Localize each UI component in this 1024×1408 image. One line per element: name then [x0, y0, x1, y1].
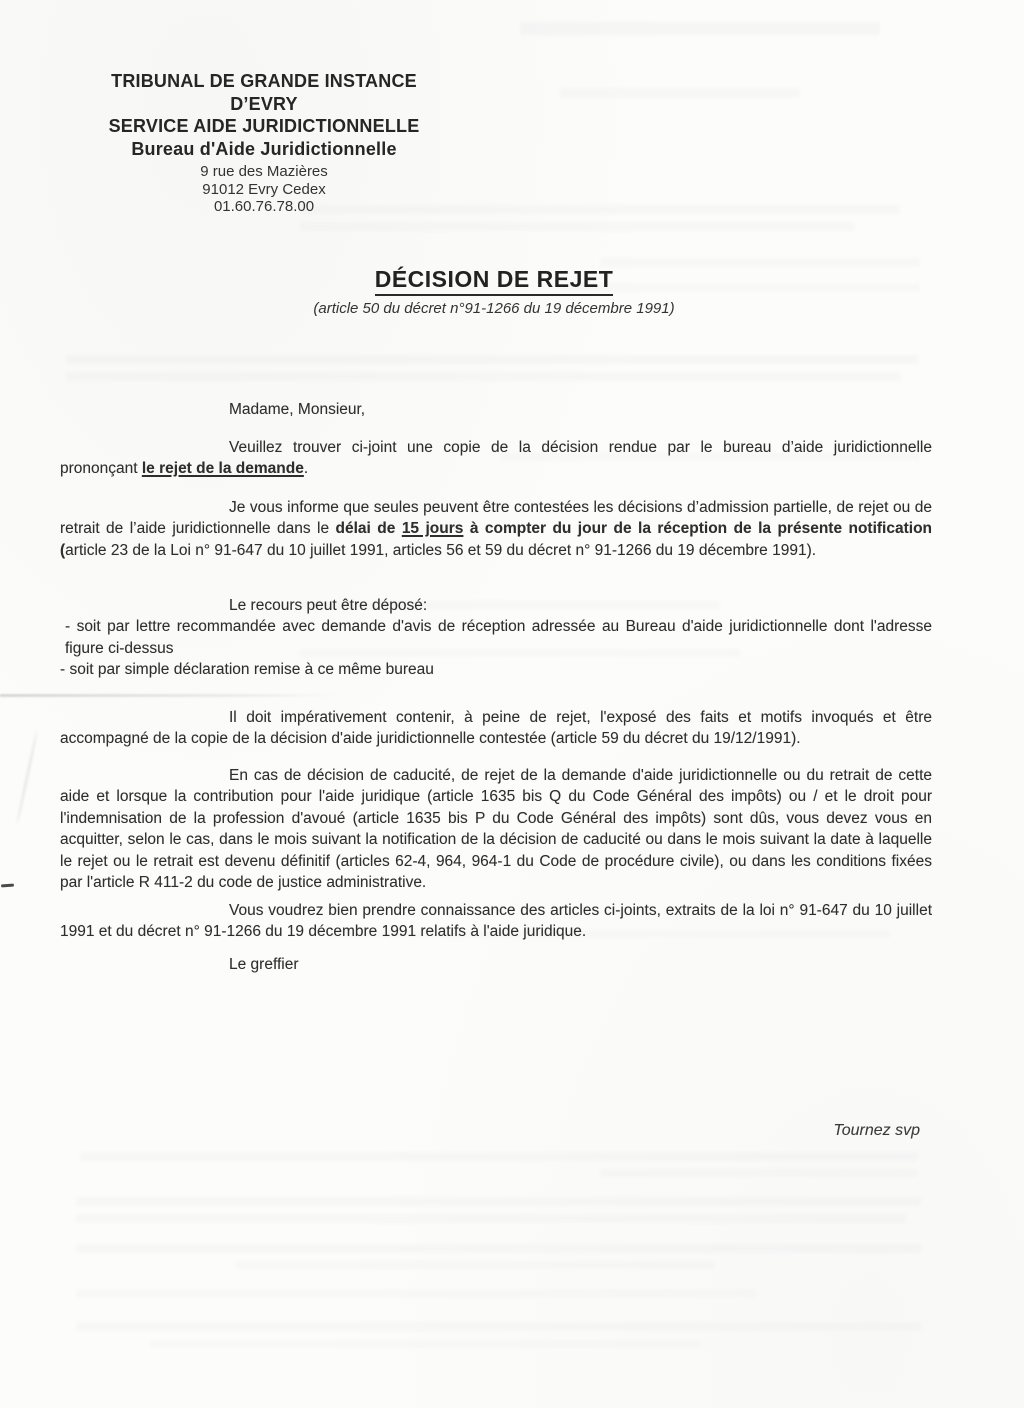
address-street: 9 rue des Mazières: [200, 163, 328, 180]
edge-mark-artifact: [1, 884, 14, 888]
scratch-artifact: [16, 731, 38, 824]
rejet-emphasis: le rejet de la demande: [141, 460, 304, 478]
turn-page-note: Tournez svp: [833, 1122, 920, 1139]
closing-signature: Le greffier: [229, 955, 299, 973]
court-name-line2: D’EVRY: [230, 93, 298, 114]
bleed-through-artifact: [66, 372, 901, 381]
paragraph-contest-delay: [60, 497, 932, 562]
bleed-through-artifact: [600, 1169, 918, 1177]
recours-option-letter: - soit par lettre recommandée avec demande d'avis de réception adressée au Bureau d'aide juridictionnelle dont l'adresse figure ci-dessus: [65, 618, 932, 657]
bleed-through-artifact: [76, 1197, 921, 1206]
phone-number: 01.60.76.78.00: [213, 198, 315, 215]
paragraph-caducite: En cas de décision de caducité, de rejet de la demande d'aide juridictionnelle ou du retrait de cette aide et lorsque la contribution pour l'aide juridique (article 1635 bis Q du Code Général des impôts) ou / et le droit pour l'indemnisation de la profession d'avoué (article 1635 bis P du Code Général des impôts) sont dûs, vous devez vous en acquitter, selon le cas, dans le mois suivant la notification de la décision de caducité ou dans le mois suivant la date à laquelle le rejet ou le retrait est devenu définitif (articles 62-4, 964, 964-1 du Code de procédure civile), ou dans les conditions fixées par l'article R 411-2 du code de justice administrative.: [60, 766, 932, 892]
recours-option-declaration: - soit par simple déclaration remise à ce même bureau: [60, 661, 434, 679]
delay-bold-text: délai de: [335, 520, 402, 538]
paragraph-articles-joints: Vous voudrez bien prendre connaissance des articles ci-joints, extraits de la loi n° 91-647 du 10 juillet 1991 et du décret n° 91-1266 du 19 décembre 1991 relatifs à l'aide juridique.: [60, 901, 932, 941]
paragraph-decision-copy: [60, 437, 932, 480]
delay-bold-text: à compter du jour de la réception de la présente notification (: [60, 520, 933, 559]
recours-options-list: [60, 616, 932, 681]
paragraph-text: Veuillez trouver ci-joint une copie de la décision rendue par le bureau d’aide juridictionnelle prononçant: [60, 438, 932, 478]
address-city: 91012 Evry Cedex: [202, 180, 326, 198]
court-name-line1: TRIBUNAL DE GRANDE INSTANCE: [111, 71, 417, 91]
bureau-name: Bureau d'Aide Juridictionnelle: [131, 138, 397, 159]
bleed-through-artifact: [76, 1322, 921, 1331]
bleed-through-artifact: [76, 1214, 906, 1223]
salutation: Madame, Monsieur,: [229, 400, 366, 418]
paragraph-contenu-recours: Il doit impérativement contenir, à peine de rejet, l'exposé des faits et motifs invoqués et être accompagné de la copie de la décision d'aide juridictionnelle contestée (article 59 du décret du 19/12/1991).: [60, 708, 932, 748]
bleed-through-artifact: [560, 88, 800, 98]
fifteen-days-emphasis: 15 jours: [401, 520, 464, 538]
document-title: DÉCISION DE REJET: [375, 266, 614, 296]
paragraph-recours-intro: Le recours peut être déposé:: [229, 596, 428, 614]
bleed-through-artifact: [76, 1244, 921, 1253]
bleed-through-artifact: [66, 355, 918, 364]
bleed-through-artifact: [300, 222, 855, 231]
paragraph-text: .: [303, 460, 309, 478]
bleed-through-artifact: [235, 1261, 715, 1269]
paragraph-text: Je vous informe que seules peuvent être contestées les décisions d’admission partielle, de rejet ou de retrait de l’aide juridictionnelle dans le: [60, 498, 932, 538]
bleed-through-artifact: [76, 1289, 756, 1298]
bleed-through-artifact: [150, 1340, 700, 1348]
document-title-reference: (article 50 du décret n°91-1266 du 19 décembre 1991): [313, 300, 675, 317]
fold-crease-artifact: [0, 694, 338, 697]
bleed-through-artifact: [520, 22, 880, 35]
paragraph-text: article 23 de la Loi n° 91-647 du 10 juillet 1991, articles 56 et 59 du décret n° 91-1266 du 19 décembre 1991).: [65, 541, 817, 559]
letterhead: [58, 70, 470, 216]
bleed-through-artifact: [80, 1152, 918, 1161]
title-block: [0, 266, 1006, 317]
service-name: SERVICE AIDE JURIDICTIONNELLE: [108, 116, 420, 136]
